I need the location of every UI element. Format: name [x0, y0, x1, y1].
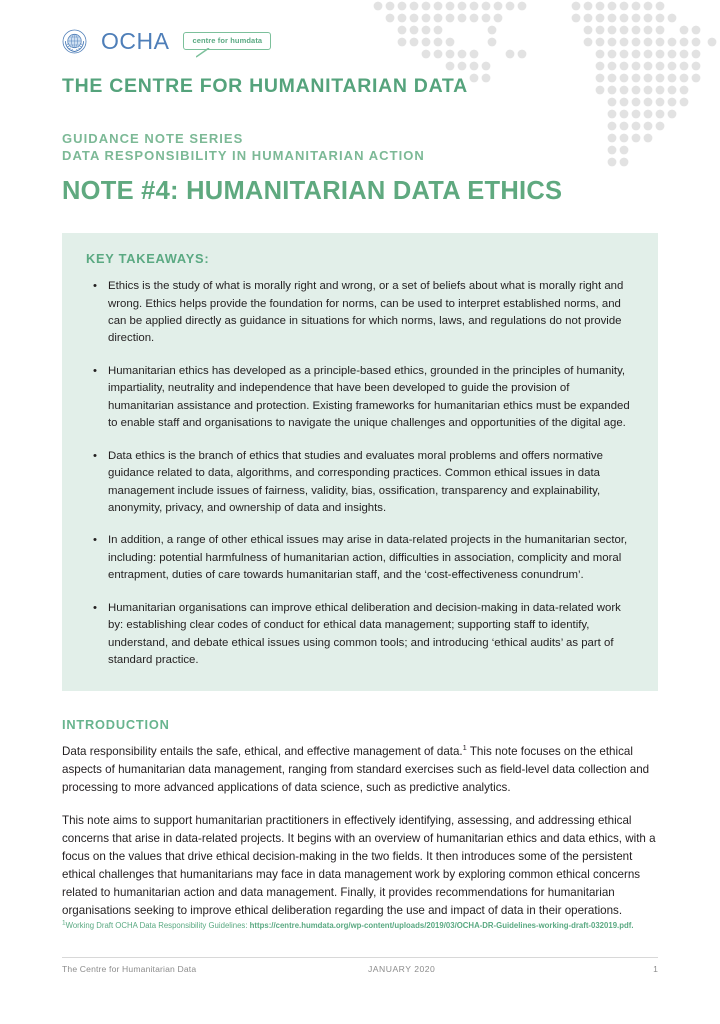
- bullet-icon: •: [93, 364, 97, 377]
- footnote-reference[interactable]: 1: [462, 743, 467, 753]
- intro-p1-part1: Data responsibility entails the safe, ethical, and effective management of data.: [62, 745, 463, 759]
- introduction-section: [62, 691, 658, 920]
- footnote-marker: 1: [62, 919, 66, 927]
- brand-title: THE CENTRE FOR HUMANITARIAN DATA: [62, 75, 468, 97]
- bullet-icon: •: [93, 449, 97, 462]
- introduction-paragraph-1: [62, 743, 658, 797]
- key-takeaways-box: [62, 233, 658, 691]
- list-item-text: Ethics is the study of what is morally right and wrong, or a set of beliefs about what is morally right and wrong. Ethics helps provide the foundation for norms, can be used to interpret established norms, and can be applied directly as guidance in situations for which norms, laws, and regulations do not provide direction.: [108, 280, 624, 345]
- list-item-text: Data ethics is the branch of ethics that studies and evaluates moral problems and offers normative guidance related to data, algorithms, and corresponding practices. Common ethical issues in data management include issues of fairness, validity, bias, ossification, transparency and explainability, anonymity, privacy, and ownership of data and insights.: [108, 449, 603, 514]
- footer-page-number: 1: [653, 964, 658, 974]
- list-item: [86, 363, 634, 433]
- key-takeaways-heading: KEY TAKEAWAYS:: [86, 251, 210, 267]
- series-label-line1: GUIDANCE NOTE SERIES: [62, 130, 244, 146]
- footer-divider: [62, 957, 658, 958]
- bullet-icon: •: [93, 534, 97, 547]
- footer-organisation: The Centre for Humanitarian Data: [62, 964, 197, 974]
- bullet-icon: •: [93, 280, 97, 293]
- series-block: [62, 130, 658, 166]
- list-item-text: Humanitarian organisations can improve ethical deliberation and decision-making in data-related work by: establishing clear codes of conduct for ethical data management; supporting staff to identify, understand, and debate ethical issues using common tools; and introducing ‘ethical audits’ as part of standard practice.: [108, 601, 621, 667]
- key-takeaways-list: [86, 278, 634, 669]
- ocha-wordmark: OCHA: [101, 27, 170, 54]
- logo-row: [62, 26, 658, 56]
- footnote-text: Working Draft OCHA Data Responsibility Guidelines:: [65, 921, 250, 930]
- page-title: NOTE #4: HUMANITARIAN DATA ETHICS: [62, 177, 563, 206]
- introduction-paragraph-2: This note aims to support humanitarian practitioners in effectively identifying, assessing, and addressing ethical concerns that arise in data-related projects. It begins with an overview of humanitarian ethics and data ethics, with a focus on the values that drive ethical decision-making in the two fields. It then introduces some of the persistent ethical challenges that humanitarians may face in data management work by exploring common ethical concerns related to humanitarian action and data management. Finally, it provides recommendations for humanitarian organisations seeking to improve ethical deliberation regarding the use and impact of data in their operations.: [62, 814, 656, 918]
- footnote-link[interactable]: https://centre.humdata.org/wp-content/uploads/2019/03/OCHA-DR-Guidelines-working-draft-032019.pdf.: [249, 921, 634, 930]
- list-item-text: In addition, a range of other ethical issues may arise in data-related projects in the humanitarian sector, including: potential harmfulness of humanitarian action, difficulties in association, complicity and moral entrapment, duties of care towards humanitarian staff, and the ‘cost-effectiveness conundrum’.: [108, 534, 628, 582]
- footnote: [62, 920, 658, 931]
- centre-for-humdata-badge: [183, 32, 271, 50]
- intro-p1-part2: This note focuses on the ethical aspects of humanitarian data management, ranging from standard exercises such as field-level data collection and processing to more advanced applications of data science, such as predictive analytics.: [62, 745, 650, 795]
- speech-bubble-tail-icon: [196, 48, 210, 58]
- list-item: [86, 532, 634, 584]
- document-header: [0, 0, 720, 205]
- bullet-icon: •: [93, 601, 97, 614]
- list-item: [86, 448, 634, 518]
- un-emblem-icon: [62, 29, 87, 54]
- section-heading-introduction: INTRODUCTION: [62, 717, 170, 733]
- list-item-text: Humanitarian ethics has developed as a principle-based ethics, grounded in the principles of humanity, impartiality, neutrality and independence that have been developed to guide the provision of humanitarian assistance and protection. Existing frameworks for humanitarian ethics must be expanded to enable staff and organisations to navigate the unique challenges and opportunities of the digital age.: [108, 364, 630, 430]
- footer-date: JANUARY 2020: [368, 964, 436, 974]
- list-item: [86, 600, 634, 670]
- humdata-badge-label: centre for humdata: [192, 36, 263, 46]
- page-footer: [62, 964, 658, 974]
- series-label-line2: DATA RESPONSIBILITY IN HUMANITARIAN ACTION: [62, 148, 425, 164]
- list-item: [86, 278, 634, 348]
